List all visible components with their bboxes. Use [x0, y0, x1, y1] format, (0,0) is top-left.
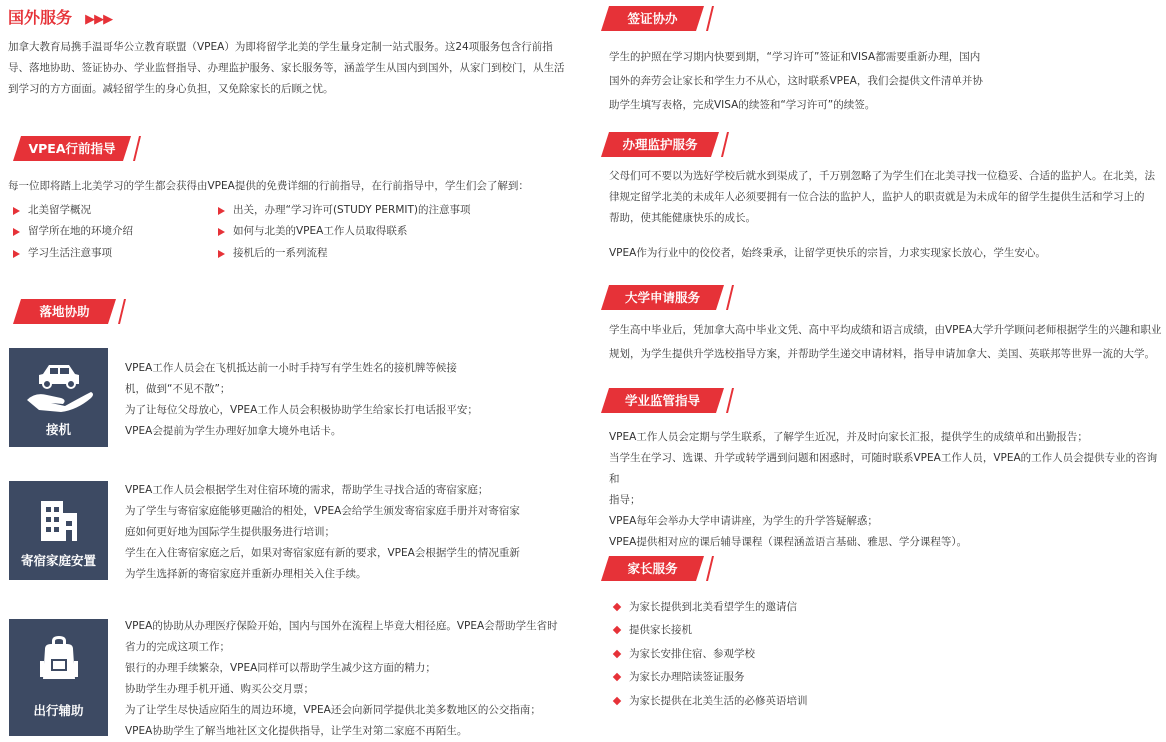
section-tag-visa: [601, 6, 721, 31]
intro-line: 导、落地协助、签证协办、学业监督指导、办理监护服务、家长服务等，涵盖学生从国内到国外，从家门到校门，从生活: [8, 62, 565, 74]
page-title-text: 国外服务: [8, 8, 73, 27]
predeparture-desc: 每一位即将踏上北美学习的学生都会获得由VPEA提供的免费详细的行前指导，在行前指导中，学生们会了解到：: [8, 180, 529, 192]
text-line: 学生高中毕业后，凭加拿大高中毕业文凭、高中平均成绩和语言成绩，由VPEA大学升学顾问老师根据学生的兴趣和职业: [609, 324, 1162, 336]
text-line: VPEA的协助从办理医疗保险开始，国内与国外在流程上毕竟大相径庭。VPEA会帮助学生省时: [125, 620, 558, 632]
backpack-icon: [39, 635, 79, 683]
list-item: 为家长办理陪读签证服务: [611, 667, 745, 688]
text-line: 学生在入住寄宿家庭之后，如果对寄宿家庭有新的要求，VPEA会根据学生的情况重新: [125, 547, 520, 559]
text-line: 指导；: [609, 494, 641, 506]
text-line: VPEA协助学生了解当地社区文化提供指导，让学生对第二家庭不再陌生。: [125, 725, 468, 737]
text-line: 为学生选择新的寄宿家庭并重新办理相关入住手续。: [125, 568, 367, 580]
list-item: 北美留学概况: [10, 200, 91, 221]
list-item: 为家长提供到北美看望学生的邀请信: [611, 597, 797, 618]
building-icon: [37, 497, 81, 543]
text-line: 助学生填写表格，完成VISA的续签和“学习许可”的续签。: [609, 99, 876, 111]
section-tag-university: [601, 285, 741, 310]
intro-paragraph: [8, 37, 598, 100]
list-item: 留学所在地的环境介绍: [10, 221, 133, 242]
text-line: 为了学生与寄宿家庭能够更融洽的相处，VPEA会给学生颁发寄宿家庭手册并对寄宿家: [125, 505, 520, 517]
academic-text: [609, 427, 1164, 553]
text-line: 规划，为学生提供升学选校指导方案，并帮助学生递交申请材料，指导申请加拿大、美国、英联邦等世界一流的大学。: [609, 348, 1155, 360]
list-item: 如何与北美的VPEA工作人员取得联系: [215, 221, 407, 242]
section-tag-label: 办理监护服务: [622, 137, 698, 152]
section-tag-label: 大学申请服务: [624, 290, 700, 305]
text-line: 协助学生办理手机开通、购买公交月票；: [125, 683, 314, 695]
text-line: VPEA工作人员会定期与学生联系，了解学生近况，并及时向家长汇报，提供学生的成绩单和出勤报告；: [609, 431, 1088, 443]
section-tag-label: 家长服务: [627, 561, 678, 576]
section-tag-guardian: [601, 132, 736, 157]
section-tag-academic: [601, 388, 741, 413]
homestay-text: [125, 480, 595, 585]
text-line: VPEA提供相对应的课后辅导课程（课程涵盖语言基础、雅思、学分课程等）。: [609, 536, 968, 548]
list-item: 为家长安排住宿、参观学校: [611, 644, 755, 665]
pickup-label: 接机: [45, 422, 71, 437]
text-line: 为了让学生尽快适应陌生的周边环境，VPEA还会向新同学提供北美多数地区的公交指南；: [125, 704, 541, 716]
triple-arrow-icon: ▶▶▶: [85, 12, 113, 27]
intro-line: 加拿大教育局携手温哥华公立教育联盟（VPEA）为即将留学北美的学生量身定制一站式服务。这24项服务包含行前指: [8, 41, 553, 53]
pickup-card: [9, 348, 108, 447]
section-tag-label: VPEA行前指导: [28, 141, 116, 156]
pickup-text: [125, 358, 595, 442]
travel-card: [9, 619, 108, 736]
travel-label: 出行辅助: [33, 703, 84, 718]
text-line: 机，做到“不见不散”；: [125, 383, 231, 395]
text-line: 庭如何更好地为国际学生提供服务进行培训；: [125, 526, 335, 538]
section-tag-label: 签证协办: [627, 11, 678, 26]
text-line: 帮助，使其能健康快乐的成长。: [609, 212, 756, 224]
text-line: VPEA工作人员会在飞机抵达前一小时手持写有学生姓名的接机牌等候接: [125, 362, 457, 374]
section-tag-parents: [601, 556, 721, 581]
text-line: 国外的奔劳会让家长和学生力不从心，这时联系VPEA，我们会提供文件清单并协: [609, 75, 983, 87]
travel-text: [125, 616, 595, 742]
text-line: 父母们可不要以为选好学校后就水到渠成了，千万别忽略了为学生们在北美寻找一位稳妥、合适的监护人。在北美，法: [609, 170, 1155, 182]
list-item: 接机后的一系列流程: [215, 243, 328, 264]
list-item: 提供家长接机: [611, 620, 692, 641]
guardian-extra: VPEA作为行业中的佼佼者，始终秉承，让留学更快乐的宗旨，力求实现家长放心，学生安心。: [609, 247, 1046, 259]
section-tag-label: 落地协助: [39, 304, 90, 319]
homestay-card: [9, 481, 108, 580]
text-line: 当学生在学习、选课、升学或转学遇到问题和困惑时，可随时联系VPEA工作人员，VPEA的工作人员会提供专业的咨询和: [609, 452, 1158, 485]
page-title: [8, 5, 112, 28]
text-line: 为了让每位父母放心，VPEA工作人员会积极协助学生给家长打电话报平安；: [125, 404, 478, 416]
section-tag-landing: [13, 299, 133, 324]
section-tag-predeparture: [13, 136, 148, 161]
text-line: 律规定留学北美的未成年人必须要拥有一位合法的监护人，监护人的职责就是为未成年的留学生提供生活和学习上的: [609, 191, 1145, 203]
visa-text: [609, 45, 1159, 117]
section-tag-label: 学业监管指导: [624, 393, 700, 408]
car-hand-icon: [21, 362, 97, 414]
list-item: 出关，办理“学习许可(STUDY PERMIT)的注意事项: [215, 200, 471, 221]
homestay-label: 寄宿家庭安置: [20, 553, 96, 568]
intro-line: 到学习的方方面面。减轻留学生的身心负担，又免除家长的后顾之忧。: [8, 83, 334, 95]
text-line: VPEA每年会举办大学申请讲座，为学生的升学答疑解惑；: [609, 515, 878, 527]
list-item: 学习生活注意事项: [10, 243, 112, 264]
list-item: 为家长提供在北美生活的必修英语培训: [611, 691, 808, 712]
university-text: [609, 318, 1164, 366]
guardian-text: [609, 166, 1164, 229]
text-line: 省力的完成这项工作；: [125, 641, 230, 653]
text-line: VPEA会提前为学生办理好加拿大境外电话卡。: [125, 425, 342, 437]
text-line: VPEA工作人员会根据学生对住宿环境的需求，帮助学生寻找合适的寄宿家庭；: [125, 484, 489, 496]
text-line: 学生的护照在学习期内快要到期，“学习许可”签证和VISA都需要重新办理，国内: [609, 51, 981, 63]
text-line: 银行的办理手续繁杂，VPEA同样可以帮助学生减少这方面的精力；: [125, 662, 436, 674]
